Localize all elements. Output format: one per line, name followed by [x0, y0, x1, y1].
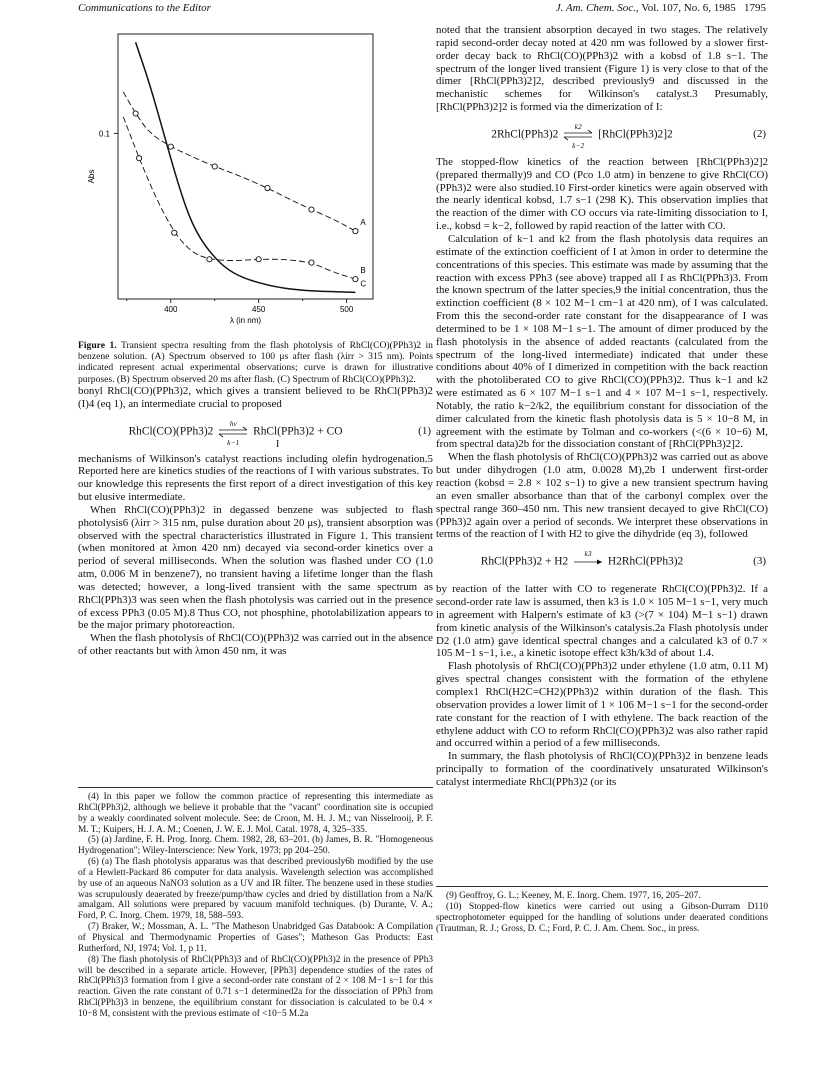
- equation-3: [436, 547, 768, 577]
- paragraph: In summary, the flash photolysis of RhCl(CO)(PPh3)2 in benzene leads principally to formation of the coordinatively unsaturated Wilkinson's catalyst intermediate RhCl(PPh3)2 (or its: [436, 750, 768, 788]
- data-point-a: [168, 144, 173, 149]
- reaction-arrow-icon: [573, 549, 603, 569]
- running-header-right: [436, 2, 766, 14]
- paragraph: When the flash photolysis of RhCl(CO)(PPh3)2 was carried out as above but under dihydrogen (1.0 atm, 0.0028 M),2b I underwent first-order reaction (kobsd = 2.8 × 102 s−1) to give a new transient spectrum having an even smaller absorbance than that of the carbonyl complex over the spectral range 360–450 nm. This new transient decayed to give RhCl(CO)(PPh3)2 again over a period of seconds. We interpret these observations in terms of the reaction of I with H2 to give the dihydride (eq 3), followed: [436, 451, 768, 541]
- paragraph: by reaction of the latter with CO to regenerate RhCl(CO)(PPh3)2. If a second-order rate law is assumed, then k3 is 1.0 × 105 M−1 s−1, very much in agreement with Halpern's estimate of k3 (>(7 × 104) M−1 s−1) drawn from kinetic analysis of the Wilkinson's catalysis.2a Flash photolysis under D2 (1.0 atm) gave identical spectral changes and a calculated k3 of 0.7 × 105 M−1 s−1, i.e., a kinetic isotope effect k3h/k3d of about 1.4.: [436, 583, 768, 660]
- running-header-left: Communications to the Editor: [78, 2, 211, 14]
- curve-label-b: B: [360, 266, 366, 276]
- equation-1: [78, 417, 433, 450]
- eq1-species-label: I: [276, 438, 280, 450]
- paragraph: Flash photolysis of RhCl(CO)(PPh3)2 under ethylene (1.0 atm, 0.11 M) gives spectral changes consistent with the formation of the ethylene complex1 RhCl(H2C=CH2)(PPh3)2 within duration of the flash. This observation provides a lower limit of 1 × 106 M−1 s−1 for the second-order rate constant for the reaction of I with ethylene. The back reaction of the ethylene adduct with CO to reform RhCl(CO)(PPh3)2 was also rather rapid and occurred within a period of a few milliseconds.: [436, 660, 768, 750]
- absorbance-chart: [78, 24, 433, 336]
- eq3-rhs: H2RhCl(PPh3)2: [607, 555, 684, 568]
- right-column: [436, 24, 768, 789]
- caption-label: Figure 1.: [78, 340, 117, 351]
- curve-label-a: A: [360, 218, 366, 228]
- data-point-b: [207, 257, 212, 262]
- footnote: (10) Stopped-flow kinetics were carried out using a Gibson-Durram D110 spectrophotometer equipped for the handling of solutions under deaerated conditions (Trautman, R. J.; Gross, D. C.; Ford, P. C. J. Am. Chem. Soc., in press.: [436, 901, 768, 934]
- x-tick-label: 500: [339, 305, 354, 314]
- data-point-b: [309, 260, 314, 265]
- data-point-b: [172, 230, 177, 235]
- paragraph: noted that the transient absorption decayed in two stages. The relatively rapid second-order decay noted at 420 nm was followed by a slower first-order decay back to RhCl(CO)(PPh3)2 with a kobsd of 1.8 s−1. The spectrum of the longer lived transient (Figure 1) is very close to that of the dimer [RhCl(PPh3)2]2, described previously9 and discussed in the mechanistic schemes for Wilkinson's catalyst.3 Presumably, [RhCl(PPh3)2]2 is formed via the dimerization of I:: [436, 24, 768, 114]
- caption-text: Transient spectra resulting from the flash photolysis of RhCl(CO)(PPh3)2 in benzene solution. (A) Spectrum observed to 100 μs after flash (λirr > 315 nm). Points indicated represent actual experimental observations; curve is drawn for illustrative purposes. (B) Spectrum observed 20 ms after flash. (C) Spectrum of RhCl(CO)(PPh3)2.: [78, 340, 433, 385]
- y-axis-label: Abs: [87, 169, 96, 184]
- eq2-bottom-label: k−2: [572, 140, 585, 150]
- equilibrium-arrow-icon: [218, 418, 248, 447]
- eq1-top-label: hν: [229, 418, 237, 428]
- data-point-a: [353, 228, 358, 233]
- journal-name: J. Am. Chem. Soc.,: [555, 2, 639, 14]
- eq1-bottom-label: k−1: [227, 437, 240, 447]
- y-tick-label: 0.1: [98, 129, 110, 139]
- footnote: (9) Geoffroy, G. L.; Keeney, M. E. Inorg. Chem. 1977, 16, 205–207.: [446, 891, 701, 901]
- data-point-a: [265, 185, 270, 190]
- figure-caption: [78, 340, 433, 385]
- footnote: (7) Braker, W.; Mossman, A. L. "The Matheson Unabridged Gas Databook: A Compilation of Physical and Thermodynamic Properties of Gases"; Matheson Gas Products: East Rutherford, NJ, 1974; Vol. 1, p 11.: [78, 922, 433, 954]
- footnotes-right: [436, 886, 768, 934]
- plot-frame: [118, 34, 373, 299]
- eq3-top-label: k3: [584, 549, 592, 559]
- eq1-number: (1): [418, 424, 431, 437]
- footnote: (4) In this paper we follow the common practice of representing this intermediate as RhCl(PPh3)2, although we believe it probable that the "vacant" coordination site is occupied by a weakly coordinated solvent molecule. See: de Croon, M. H. J. M.; van Nisselrooij, P. F. M. T.; Kuipers, H. J. A. M.; Coenen, J. W. E. J. Mol. Catal. 1978, 4, 325–335.: [78, 792, 433, 835]
- left-column: [78, 24, 433, 658]
- journal-volume: Vol. 107, No. 6, 1985: [641, 2, 736, 14]
- eq1-rhs: RhCl(PPh3)2 + CO: [253, 425, 343, 438]
- footnote: (6) (a) The flash photolysis apparatus was that described previously6b modified by the use of a Hewlett-Packard 86 computer for data analysis. Wavelength selection was accomplished by use of an aqueous NaNO3 solution as a UV and IR filter. The benzene used in these studies was scrupulously deaerated by freeze/pump/thaw cycles and dried by distillation from a Na/K amalgam. All solutions were prepared by vacuum manifold techniques. (b) Durante, V. A.; Ford, P. C. Inorg. Chem. 1979, 18, 588–593.: [78, 857, 433, 922]
- x-tick-label: 450: [252, 305, 266, 314]
- figure-1: [78, 24, 433, 336]
- data-point-b: [137, 156, 142, 161]
- data-point-a: [133, 111, 138, 116]
- footnote: (8) The flash photolysis of RhCl(PPh3)3 and of RhCl(CO)(PPh3)2 in the presence of PPh3 will be described in a separate article. However, [PPh3] dependence studies of the rates of RhCl(PPh3)3 formation from I give a second-order rate constant of 2 × 108 M−1 s−1 for this reaction. Given the rate constant of 0.71 s−1 determined2a for the dissociation of PPh3 from RhCl(PPh3)3 in benzene, the equilibrium constant for dissociation is calculated to be 0.4 × 10−8 M, consistent with the previous estimate of <10−5 M.2a: [78, 954, 433, 1019]
- paragraph: The stopped-flow kinetics of the reaction between [RhCl(PPh3)2]2 (prepared thermally)9 and CO (Pco 1.0 atm) in benzene to give RhCl(CO)(PPh3)2 were also studied.10 First-order kinetics were again observed with the nearly identical kobsd, 1.7 s−1 (298 K). This observation implies that the reaction of the dimer with CO occurs via rate-limiting dissociation to I, i.e., kobsd = k−2, followed by rapid reaction of the latter with CO.: [436, 155, 768, 233]
- eq2-top-label: k2: [574, 121, 582, 131]
- eq2-rhs: [RhCl(PPh3)2]2: [598, 128, 673, 141]
- series-line-b: [123, 117, 355, 279]
- paragraph: mechanisms of Wilkinson's catalyst reactions including olefin hydrogenation.5 Reported here are kinetics studies of the reactions of I with various substrates. To our knowledge this represents the first report of a direct investigation of this key but elusive intermediate.: [78, 452, 433, 504]
- data-point-b: [256, 257, 261, 262]
- data-point-b: [353, 277, 358, 282]
- footnotes-left: [78, 787, 433, 1020]
- data-point-a: [309, 207, 314, 212]
- eq2-number: (2): [753, 127, 766, 140]
- series-line-c: [136, 42, 356, 292]
- x-tick-label: 400: [164, 305, 178, 314]
- paragraph: Calculation of k−1 and k2 from the flash photolysis data requires an estimate of the extinction coefficient of I at λmon in order to determine the concentrations of this species. This estimate was made by assuming that the reaction with excess PPh3 (see above) trapped all I as RhCl(PPh3)3. From the known spectrum of the latter species,9 the initial concentration, thus the extinction coefficient (8 × 102 M−1 cm−1 at 420 nm), of I was calculated. From this the second-order rate constant for the disappearance of I was determined to be 1 × 108 M−1 s−1. The amount of dimer produced by the flash photolysis in the absence of added reactants (calculated from the spectrum of the long-lived intermediate) indicated that under these conditions about 40% of I dimerized in competition with the back reaction with the photoliberated CO to give RhCl(CO)(PPh3)2. Thus k−1 and k2 were estimated as 6 × 107 M−1 s−1 and 4 × 107 M−1 s−1, respectively. Notably, the ratio k−2/k2, the equilibrium constant for dissociation of the dimer calculated from the kinetic flash photolysis data is 5 × 10−8 M, in agreement with the estimate by Tolman and co-workers (<(6 × 10−6) M, from spectral data)2b for the dissociation constant of [RhCl(PPh3)2]2.: [436, 232, 768, 451]
- equation-2: [436, 120, 768, 150]
- equilibrium-arrow-icon: [563, 121, 593, 150]
- footnote: (5) (a) Jardine, F. H. Prog. Inorg. Chem. 1982, 28, 63–201. (b) James, B. R. "Homogeneous Hydrogenation"; Wiley-Interscience: New York, 1973; pp 204–250.: [78, 835, 433, 857]
- eq2-lhs: 2RhCl(PPh3)2: [491, 128, 559, 141]
- paragraph: When the flash photolysis of RhCl(CO)(PPh3)2 was carried out in the absence of other reactants but with λmon 450 nm, it was: [78, 632, 433, 658]
- x-axis-label: λ (in nm): [229, 316, 262, 325]
- eq3-lhs: RhCl(PPh3)2 + H2: [480, 555, 569, 568]
- page-number: 1795: [744, 2, 766, 14]
- eq3-number: (3): [753, 555, 766, 568]
- eq1-lhs: RhCl(CO)(PPh3)2: [128, 425, 214, 438]
- paragraph: When RhCl(CO)(PPh3)2 in degassed benzene was subjected to flash photolysis6 (λirr > 315 nm, pulse duration about 20 μs), transient absorption was observed with the spectral characteristics illustrated in Figure 1. This transient (when monitored at λmon 420 nm) decayed via second-order kinetics over a period of several milliseconds. When the solution was flashed under CO (1.0 atm, 0.006 M in benzene7), no transient having a lifetime longer than the flash was detected; however, a long-lived transient with the same spectrum as RhCl(PPh3)3 was seen when the flash photolysis was carried out in the presence of excess PPh3 (0.05 M).8 Thus CO, not phosphine, photolabilization appears to be the major primary photoreaction.: [78, 503, 433, 632]
- data-point-a: [212, 164, 217, 169]
- curve-label-c: C: [360, 279, 367, 289]
- paragraph: bonyl RhCl(CO)(PPh3)2, which gives a transient believed to be RhCl(PPh3)2 (I)4 (eq 1), an intermediate crucial to proposed: [78, 384, 433, 410]
